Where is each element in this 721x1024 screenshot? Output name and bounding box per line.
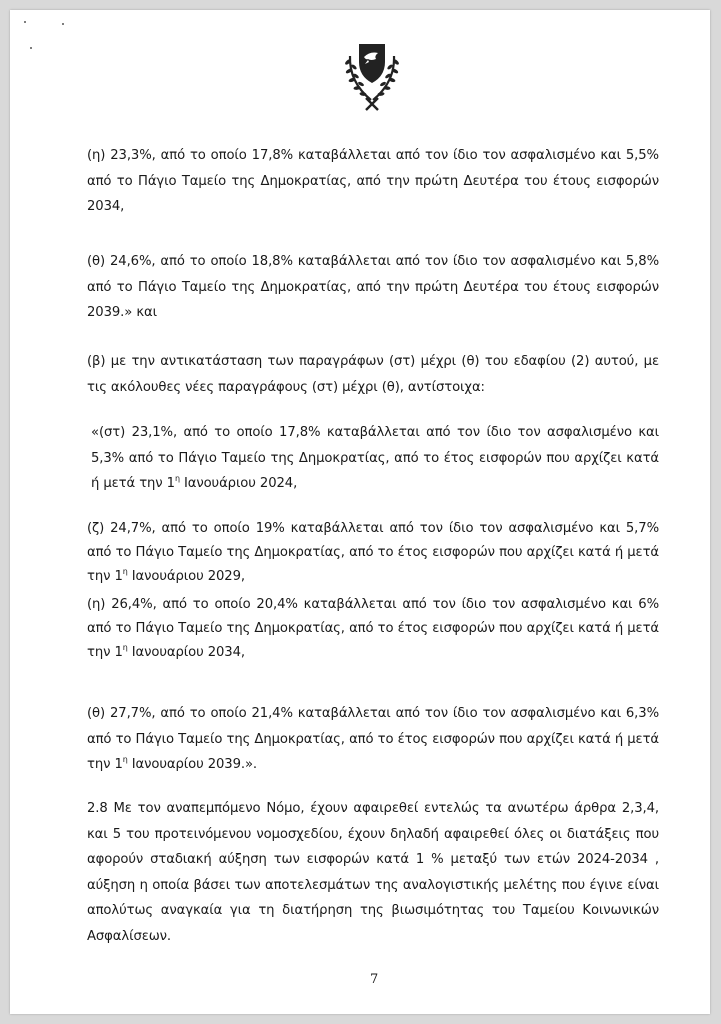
page-number: 7 (370, 972, 379, 987)
paragraph-eta-new-2034 (87, 593, 659, 665)
ordinal-superscript: η (174, 473, 180, 483)
paragraph-theta-new-2039 (87, 701, 659, 778)
paragraph-text: «(στ) 23,1%, από το οποίο 17,8% καταβάλλεται από τον ίδιο τον ασφαλισμένο και 5,3% από το Πάγιο Ταμείο της Δημοκρατίας, από το έτος εισφορών που αρχίζει κατά ή μετά την 1 (91, 425, 659, 491)
paragraph-tail: Ιανουαρίου 2034, (131, 645, 245, 660)
scan-speck (62, 23, 64, 25)
paragraph-beta-replacement: (β) με την αντικατάσταση των παραγράφων (στ) μέχρι (θ) του εδαφίου (2) αυτού, με τις ακόλουθες νέες παραγράφους (στ) μέχρι (θ), αντίστοιχα: (87, 354, 659, 395)
paragraph-text: (θ) 27,7%, από το οποίο 21,4% καταβάλλεται από τον ίδιο τον ασφαλισμένο και 6,3% από το Πάγιο Ταμείο της Δημοκρατίας, από το έτος εισφορών που αρχίζει κατά ή μετά την 1 (87, 706, 659, 772)
paragraph-eta-2034: (η) 23,3%, από το οποίο 17,8% καταβάλλεται από τον ίδιο τον ασφαλισμένο και 5,5% από το Πάγιο Ταμείο της Δημοκρατίας, από την πρώτη Δευτέρα του έτους εισφορών 2034, (87, 148, 659, 214)
ordinal-superscript: η (122, 754, 128, 764)
paragraph-st-2024 (91, 420, 659, 497)
scan-speck (30, 47, 32, 49)
scan-speck (24, 21, 26, 23)
paragraph-z-2029 (87, 517, 659, 589)
paragraph-tail: Ιανουάριου 2024, (183, 476, 298, 491)
paragraph-section-2-8: 2.8 Με τον αναπεμπόμενο Νόμο, έχουν αφαιρεθεί εντελώς τα ανωτέρω άρθρα 2,3,4, και 5 του προτεινόμενου νομοσχεδίου, έχουν δηλαδή αφαιρεθεί όλες οι διατάξεις που αφορούν σταδιακή αύξηση των εισφορών κατά 1 % μεταξύ των ετών 2024-2034 , αύξηση η οποία βάσει των αποτελεσμάτων της αναλογιστικής μελέτης που έγινε είναι απολύτως αναγκαία για τη διατήρηση της βιωσιμότητας του Ταμείου Κοινωνικών Ασφαλίσεων. (87, 801, 659, 944)
document-page (10, 10, 710, 1014)
paragraph-theta-2039: (θ) 24,6%, από το οποίο 18,8% καταβάλλεται από τον ίδιο τον ασφαλισμένο και 5,8% από το Πάγιο Ταμείο της Δημοκρατίας, από την πρώτη Δευτέρα του έτους εισφορών 2039.» και (87, 254, 659, 320)
paragraph-text: (ζ) 24,7%, από το οποίο 19% καταβάλλεται από τον ίδιο τον ασφαλισμένο και 5,7% από το Πάγιο Ταμείο της Δημοκρατίας, από το έτος εισφορών που αρχίζει κατά ή μετά την 1 (87, 521, 659, 584)
paragraph-tail: Ιανουαρίου 2039.». (131, 757, 258, 772)
cyprus-coat-of-arms-icon (344, 40, 400, 114)
ordinal-superscript: η (122, 566, 128, 576)
paragraph-text: (η) 26,4%, από το οποίο 20,4% καταβάλλεται από τον ίδιο τον ασφαλισμένο και 6% από το Πάγιο Ταμείο της Δημοκρατίας, από το έτος εισφορών που αρχίζει κατά ή μετά την 1 (87, 597, 659, 660)
paragraph-tail: Ιανουάριου 2029, (131, 569, 245, 584)
ordinal-superscript: η (122, 642, 128, 652)
